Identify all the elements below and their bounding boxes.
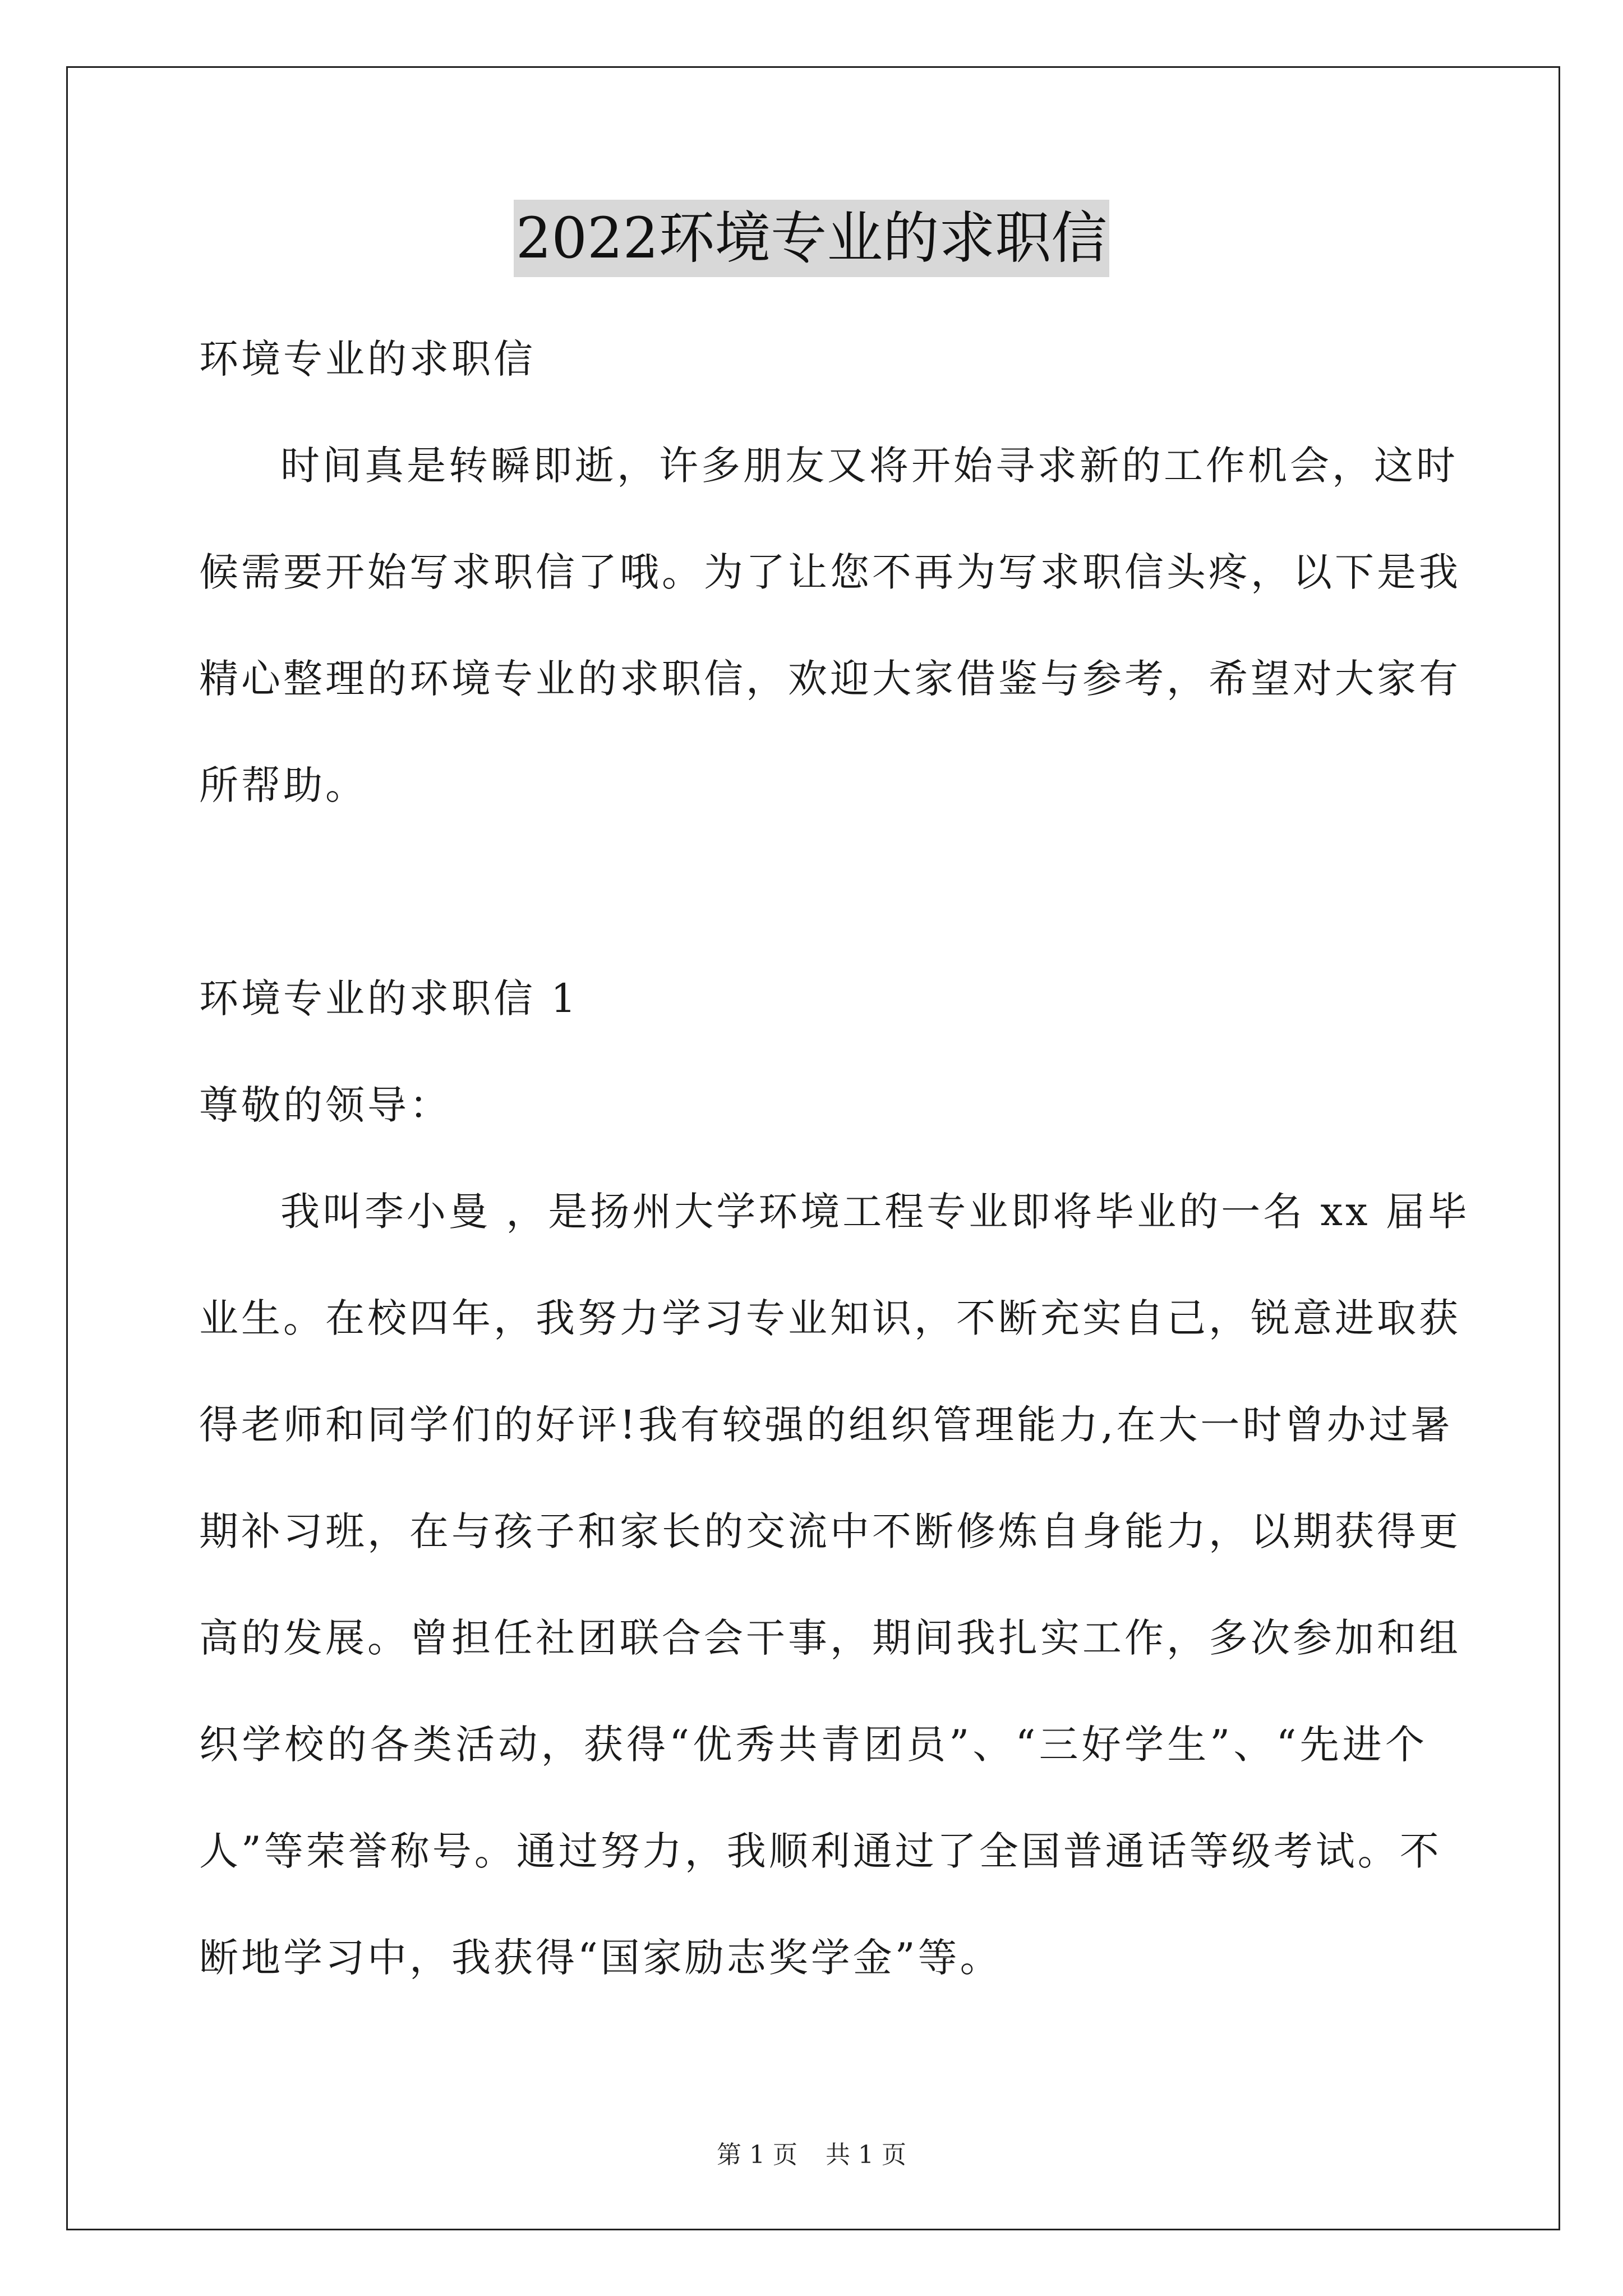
body-line: 得老师和同学们的好评!我有较强的组织管理能力,在大一时曾办过暑 [199,1402,1453,1448]
page-count: 共 1 页 [826,2141,906,2169]
intro-line: 所帮助。 [199,762,367,808]
body-line: 断地学习中，我获得“国家励志奖学金”等。 [199,1935,1002,1981]
intro-line: 候需要开始写求职信了哦。为了让您不再为写求职信头疼，以下是我 [199,549,1461,595]
body-line: 织学校的各类活动，获得“优秀共青团员”、“三好学生”、“先进个 [199,1722,1427,1768]
title-container [0,200,1623,277]
document-body [199,306,1470,2011]
intro-line: 时间真是转瞬即逝，许多朋友又将开始寻求新的工作机会，这时 [280,443,1458,489]
body-line: 我叫李小曼 ，是扬州大学环境工程专业即将毕业的一名 xx 届毕 [280,1189,1470,1235]
subtitle: 环境专业的求职信 [199,336,536,382]
document-title: 2022环境专业的求职信 [514,200,1110,277]
body-line: 人”等荣誉称号。通过努力，我顺利通过了全国普通话等级考试。不 [199,1828,1442,1874]
page-footer [0,2134,1623,2170]
page-number: 第 1 页 [717,2141,797,2169]
body-line: 业生。在校四年，我努力学习专业知识，不断充实自己，锐意进取获 [199,1295,1461,1341]
section-title: 环境专业的求职信 1 [199,976,579,1022]
body-line: 高的发展。曾担任社团联合会干事，期间我扎实工作，多次参加和组 [199,1615,1461,1661]
paragraph-spacer [199,839,1427,945]
salutation: 尊敬的领导： [199,1082,451,1128]
body-line: 期补习班，在与孩子和家长的交流中不断修炼自身能力，以期获得更 [199,1508,1461,1554]
intro-line: 精心整理的环境专业的求职信，欢迎大家借鉴与参考，希望对大家有 [199,656,1461,702]
